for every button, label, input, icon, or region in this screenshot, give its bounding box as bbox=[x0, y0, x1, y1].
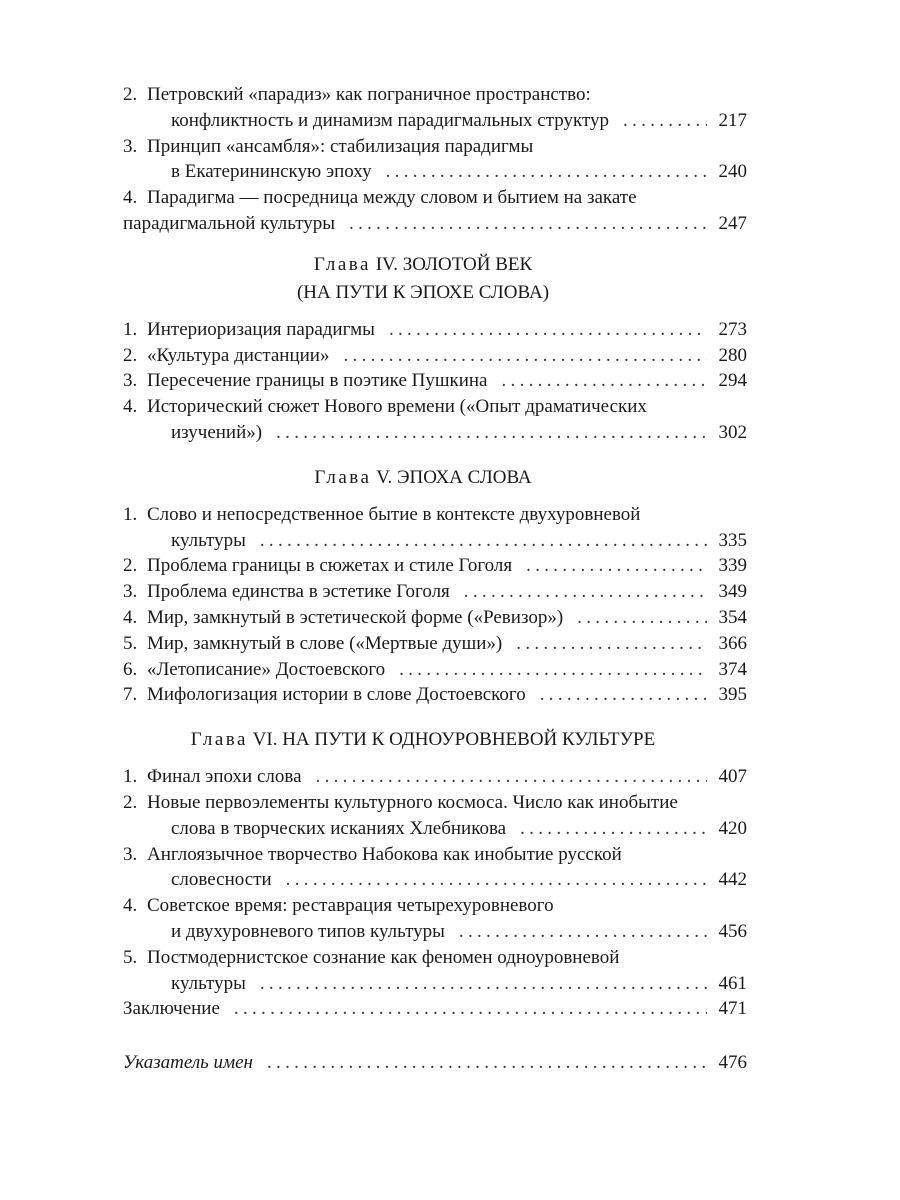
leader-dots bbox=[234, 996, 707, 1022]
entry-title: Указатель имен bbox=[123, 1052, 253, 1074]
page-number: 395 bbox=[718, 684, 747, 706]
toc-entry bbox=[123, 764, 747, 790]
toc-entry bbox=[123, 343, 747, 369]
chapter-heading bbox=[123, 251, 747, 307]
toc-entry bbox=[123, 368, 747, 394]
leader-dots bbox=[389, 317, 707, 343]
entry-title: Заключение bbox=[123, 998, 220, 1020]
leader-dots bbox=[399, 657, 707, 683]
entry-title-cont: культуры bbox=[171, 972, 246, 994]
page-number: 476 bbox=[718, 1052, 747, 1074]
toc-entry bbox=[123, 553, 747, 579]
leader-dots bbox=[577, 605, 707, 631]
page-number: 407 bbox=[718, 766, 747, 788]
leader-dots bbox=[464, 579, 707, 605]
entry-title: Пересечение границы в поэтике Пушкина bbox=[147, 370, 488, 392]
chapter-label: Глава bbox=[190, 729, 248, 751]
page-number: 302 bbox=[718, 421, 747, 443]
leader-dots bbox=[459, 919, 707, 945]
entry-number: 2. bbox=[123, 84, 138, 105]
spacer bbox=[123, 1022, 747, 1050]
toc-entry-index bbox=[123, 1050, 747, 1076]
leader-dots bbox=[316, 764, 707, 790]
entry-number: 5. bbox=[123, 632, 138, 654]
chapter-title: VI. НА ПУТИ К ОДНОУРОВНЕВОЙ КУЛЬТУРЕ bbox=[252, 729, 656, 751]
table-of-contents bbox=[123, 82, 747, 1076]
entry-title: Англоязычное творчество Набокова как инобытие русской bbox=[147, 843, 622, 865]
entry-number: 2. bbox=[123, 791, 138, 813]
leader-dots bbox=[267, 1050, 707, 1076]
toc-entry bbox=[123, 682, 747, 708]
page-number: 240 bbox=[718, 161, 747, 183]
leader-dots bbox=[276, 420, 707, 446]
leader-dots bbox=[516, 631, 707, 657]
page-number: 442 bbox=[718, 869, 747, 891]
toc-entry bbox=[123, 394, 747, 446]
toc-entry bbox=[123, 657, 747, 683]
entry-number: 4. bbox=[123, 895, 138, 917]
leader-dots bbox=[260, 528, 707, 554]
leader-dots bbox=[260, 971, 707, 997]
toc-entry bbox=[123, 842, 747, 894]
entry-title: Проблема единства в эстетике Гоголя bbox=[147, 581, 450, 603]
chapter-title: IV. ЗОЛОТОЙ ВЕК bbox=[375, 253, 533, 275]
entry-title-cont: культуры bbox=[171, 529, 246, 551]
entry-number: 2. bbox=[123, 344, 138, 366]
page-number: 456 bbox=[718, 920, 747, 942]
toc-entry bbox=[123, 82, 747, 134]
page-number: 471 bbox=[718, 998, 747, 1020]
entry-number: 4. bbox=[123, 396, 138, 418]
entry-number: 5. bbox=[123, 946, 138, 968]
entry-number: 2. bbox=[123, 555, 138, 577]
leader-dots bbox=[386, 159, 707, 185]
entry-title: Петровский «парадиз» как пограничное пространство: bbox=[147, 84, 591, 105]
page-number: 217 bbox=[718, 109, 747, 131]
leader-dots bbox=[526, 553, 707, 579]
toc-entry bbox=[123, 579, 747, 605]
chapter-heading bbox=[123, 726, 747, 754]
entry-title: Парадигма — посредница между словом и бытием на закате bbox=[147, 187, 637, 209]
page-number: 273 bbox=[718, 318, 747, 340]
toc-entry-conclusion bbox=[123, 996, 747, 1022]
entry-title: Финал эпохи слова bbox=[147, 766, 302, 788]
page-number: 354 bbox=[718, 606, 747, 628]
entry-number: 7. bbox=[123, 684, 138, 706]
leader-dots bbox=[540, 682, 707, 708]
entry-title: Слово и непосредственное бытие в контексте двухуровневой bbox=[147, 503, 641, 525]
entry-title-cont: парадигмальной культуры bbox=[123, 212, 336, 234]
entry-number: 6. bbox=[123, 658, 138, 680]
page-number: 335 bbox=[718, 529, 747, 551]
entry-number: 3. bbox=[123, 843, 138, 865]
page-number: 247 bbox=[718, 212, 747, 234]
page-number: 339 bbox=[718, 555, 747, 577]
entry-title: Проблема границы в сюжетах и стиле Гоголя bbox=[147, 555, 513, 577]
toc-entry bbox=[123, 790, 747, 842]
toc-entry bbox=[123, 317, 747, 343]
entry-title-cont: изучений») bbox=[171, 421, 263, 443]
leader-dots bbox=[520, 816, 707, 842]
leader-dots bbox=[343, 343, 707, 369]
entry-title: «Культура дистанции» bbox=[147, 344, 330, 366]
entry-title: Советское время: реставрация четырехуровневого bbox=[147, 895, 554, 917]
entry-title-cont: и двухуровневого типов культуры bbox=[171, 920, 445, 942]
entry-title: Принцип «ансамбля»: стабилизация парадигмы bbox=[147, 135, 534, 157]
entry-number: 4. bbox=[123, 606, 138, 628]
toc-entry bbox=[123, 605, 747, 631]
entry-title-cont: конфликтность и динамизм парадигмальных структур bbox=[171, 109, 610, 131]
page-number: 461 bbox=[718, 972, 747, 994]
entry-title: Мир, замкнутый в эстетической форме («Ревизор») bbox=[147, 606, 564, 628]
entry-title: Новые первоэлементы культурного космоса. Число как инобытие bbox=[147, 791, 678, 813]
entry-title: Мифологизация истории в слове Достоевского bbox=[147, 684, 526, 706]
chapter-label: Глава bbox=[313, 253, 371, 275]
chapter-subtitle: (НА ПУТИ К ЭПОХЕ СЛОВА) bbox=[296, 281, 550, 303]
entry-number: 1. bbox=[123, 503, 138, 525]
page-number: 374 bbox=[718, 658, 747, 680]
entry-title: «Летописание» Достоевского bbox=[147, 658, 386, 680]
leader-dots bbox=[501, 368, 707, 394]
page-number: 366 bbox=[718, 632, 747, 654]
toc-entry bbox=[123, 945, 747, 997]
chapter-label: Глава bbox=[314, 466, 372, 488]
entry-number: 3. bbox=[123, 581, 138, 603]
chapter-title: V. ЭПОХА СЛОВА bbox=[376, 466, 532, 488]
entry-number: 3. bbox=[123, 370, 138, 392]
toc-entry bbox=[123, 134, 747, 186]
leader-dots bbox=[349, 211, 707, 237]
toc-entry bbox=[123, 893, 747, 945]
toc-entry bbox=[123, 631, 747, 657]
entry-title-cont: слова в творческих исканиях Хлебникова bbox=[171, 817, 507, 839]
chapter-heading bbox=[123, 464, 747, 492]
entry-title-cont: в Екатерининскую эпоху bbox=[171, 161, 372, 183]
entry-title: Исторический сюжет Нового времени («Опыт драматических bbox=[147, 396, 647, 418]
entry-title-cont: словесности bbox=[171, 869, 272, 891]
entry-title: Мир, замкнутый в слове («Мертвые души») bbox=[147, 632, 503, 654]
entry-title: Интериоризация парадигмы bbox=[147, 318, 375, 340]
entry-number: 1. bbox=[123, 318, 138, 340]
entry-number: 4. bbox=[123, 187, 138, 209]
page-number: 349 bbox=[718, 581, 747, 603]
toc-entry bbox=[123, 502, 747, 554]
toc-entry bbox=[123, 185, 747, 237]
page-number: 280 bbox=[718, 344, 747, 366]
page-number: 420 bbox=[718, 817, 747, 839]
leader-dots bbox=[623, 108, 707, 134]
entry-number: 3. bbox=[123, 135, 138, 157]
leader-dots bbox=[286, 867, 707, 893]
entry-title: Постмодернистское сознание как феномен одноуровневой bbox=[147, 946, 620, 968]
entry-number: 1. bbox=[123, 766, 138, 788]
page-number: 294 bbox=[718, 370, 747, 392]
